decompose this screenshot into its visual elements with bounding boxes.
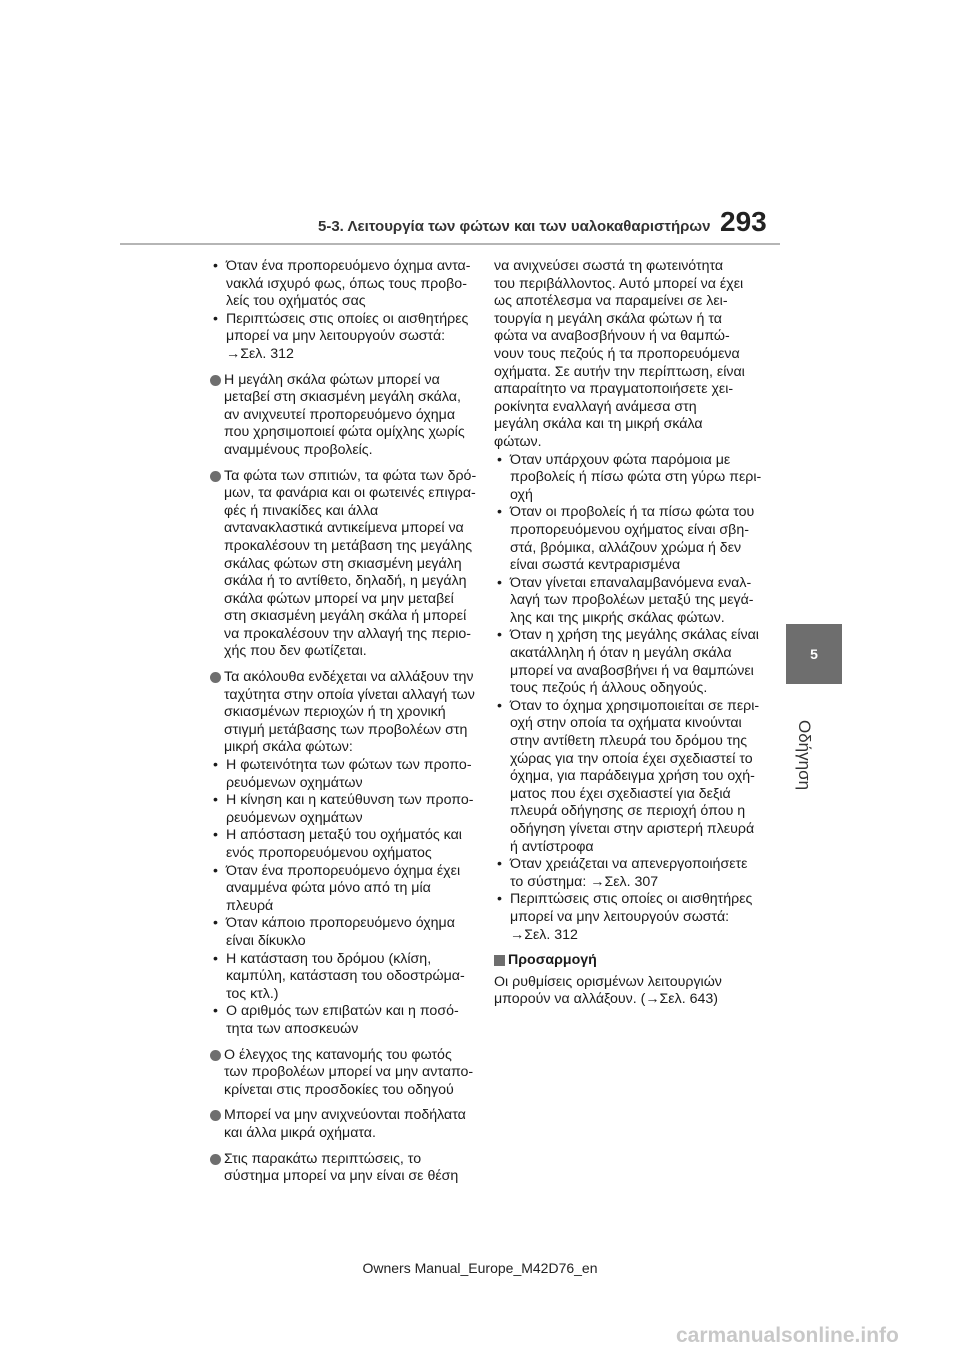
right-column [494, 258, 764, 1009]
paragraph: να ανιχνεύσει σωστά τη φωτεινότητα του περιβάλλοντος. Αυτό μπορεί να έχει ως αποτέλεσμα να παραμείνει σε λει- τουργία η μεγάλη σκάλα φώτων ή τα φώτα να αναβοσβήνουν ή να θαμπώ- νουν τους πεζούς ή τα προπορευόμενα οχήματα. Σε αυτήν την περίπτωση, είναι απαραίτητο να πραγματοποιήσετε χει- ροκίνητα εναλλαγή ανάμεσα στη μεγάλη σκάλα και τη μικρή σκάλα φώτων. [494, 258, 745, 450]
list-item: • Όταν οι προβολείς ή τα πίσω φώτα του προπορευόμενου οχήματος είναι σβη- στά, βρόμικα, αλλάζουν χρώμα ή δεν είναι σωστά κεντραρισμένα [494, 504, 764, 574]
section-heading: Προσαρμογή [494, 952, 764, 970]
page-reference: →Σελ. 312 [510, 926, 578, 943]
list-item: • Περιπτώσεις στις οποίες οι αισθητήρες μπορεί να μην λειτουργούν σωστά: →Σελ. 312 [210, 311, 482, 364]
paragraph: Μπορεί να μην ανιχνεύονται ποδήλατα και άλλα μικρά οχήματα. [210, 1107, 482, 1142]
circle-bullet-icon [210, 1154, 221, 1165]
list-item: • Η φωτεινότητα των φώτων των προπο- ρευόμενων οχημάτων [210, 757, 482, 792]
square-bullet-icon [494, 955, 505, 966]
page-reference: →Σελ. 312 [226, 345, 294, 362]
paragraph: Τα φώτα των σπιτιών, τα φώτα των δρό- μων, τα φανάρια και οι φωτεινές επιγρα- φές ή πινακίδες και άλλα αντανακλαστικά αντικείμενα μπορεί να προκαλέσουν τη μετάβαση της μεγάλης σκάλας φώτων στη σκιασμένη μεγάλη σκάλα ή το αντίθετο, δηλαδή, η μεγάλη σκάλα φώτων μπορεί να μην μεταβεί στη σκιασμένη μεγάλη σκάλα ή μπορεί να προκαλέσουν την αλλαγή της περιο- χής που δεν φωτίζεται. [210, 468, 482, 662]
list-item: • Όταν γίνεται επαναλαμβανόμενα εναλ- λαγή των προβολέων μεταξύ της μεγά- λης και της μικρής σκάλας φώτων. [494, 575, 764, 628]
list-item: • Ο αριθμός των επιβατών και η ποσό- τητα των αποσκευών [210, 1003, 482, 1038]
left-column [210, 258, 482, 1186]
section-title: 5-3. Λειτουργία των φώτων και των υαλοκαθαριστήρων [318, 218, 711, 235]
circle-bullet-icon [210, 1110, 221, 1121]
list-item: • Όταν υπάρχουν φώτα παρόμοια με προβολείς ή πίσω φώτα στη γύρω περι- οχή [494, 452, 764, 505]
list-item: • Όταν ένα προπορευόμενο όχημα έχει αναμμένα φώτα μόνο από τη μία πλευρά [210, 863, 482, 916]
paragraph: Τα ακόλουθα ενδέχεται να αλλάξουν την ταχύτητα στην οποία γίνεται αλλαγή των σκιασμένων περιοχών ή τη χρονική στιγμή μετάβασης των προβολέων στη μικρή σκάλα φώτων: [210, 669, 482, 757]
header-divider [120, 243, 780, 245]
circle-bullet-icon [210, 375, 221, 386]
circle-bullet-icon [210, 672, 221, 683]
manual-name: Owners Manual_Europe_M42D76_en [362, 1260, 598, 1276]
list-item: • Όταν το όχημα χρησιμοποιείται σε περι- οχή στην οποία τα οχήματα κινούνται στην αντίθετη πλευρά του δρόμου της χώρας για την οποία έχει σχεδιαστεί το όχημα, για παράδειγμα χρήση του οχή- ματος που έχει σχεδιαστεί για δεξιά πλευρά οδήγησης σε περιοχή όπου η οδήγηση γίνεται στην αριστερή πλευρά ή αντίστροφα [494, 698, 764, 856]
list-item: • Η κατάσταση του δρόμου (κλίση, καμπύλη, κατάσταση του οδοστρώμα- τος κτλ.) [210, 951, 482, 1004]
chapter-tab [786, 624, 842, 684]
paragraph: Η μεγάλη σκάλα φώτων μπορεί να μεταβεί στη σκιασμένη μεγάλη σκάλα, αν ανιχνευτεί προπορευόμενο όχημα που χρησιμοποιεί φώτα ομίχλης χωρίς αναμμένους προβολείς. [210, 372, 482, 460]
circle-bullet-icon [210, 1050, 221, 1061]
circle-bullet-icon [210, 471, 221, 482]
list-item: • Η απόσταση μεταξύ του οχήματός και ενός προπορευόμενου οχήματος [210, 827, 482, 862]
paragraph: Στις παρακάτω περιπτώσεις, το σύστημα μπορεί να μην είναι σε θέση [210, 1151, 482, 1186]
list-item: • Η κίνηση και η κατεύθυνση των προπο- ρευόμενων οχημάτων [210, 792, 482, 827]
chapter-number: 5 [810, 646, 818, 662]
page-number: 293 [720, 206, 767, 237]
paragraph: Οι ρυθμίσεις ορισμένων λειτουργιών μπορούν να αλλάξουν. (→Σελ. 643) [494, 973, 722, 1008]
list-item: • Όταν κάποιο προπορευόμενο όχημα είναι δίκυκλο [210, 915, 482, 950]
watermark: carmanualsonline.info [676, 1324, 899, 1347]
list-item: • Περιπτώσεις στις οποίες οι αισθητήρες μπορεί να μην λειτουργούν σωστά: →Σελ. 312 [494, 891, 764, 944]
chapter-label: Οδήγηση [795, 720, 814, 791]
list-item: • Όταν χρειάζεται να απενεργοποιήσετε το σύστημα: →Σελ. 307 [494, 856, 764, 891]
list-item: • Όταν ένα προπορευόμενο όχημα αντα- νακλά ισχυρό φως, όπως τους προβο- λείς του οχήματός σας [210, 258, 482, 311]
paragraph: Ο έλεγχος της κατανομής του φωτός των προβολέων μπορεί να μην ανταπο- κρίνεται στις προσδοκίες του οδηγού [210, 1047, 482, 1100]
list-item: • Όταν η χρήση της μεγάλης σκάλας είναι ακατάλληλη ή όταν η μεγάλη σκάλα μπορεί να αναβοσβήνει ή να θαμπώνει τους πεζούς ή άλλους οδηγούς. [494, 627, 764, 697]
